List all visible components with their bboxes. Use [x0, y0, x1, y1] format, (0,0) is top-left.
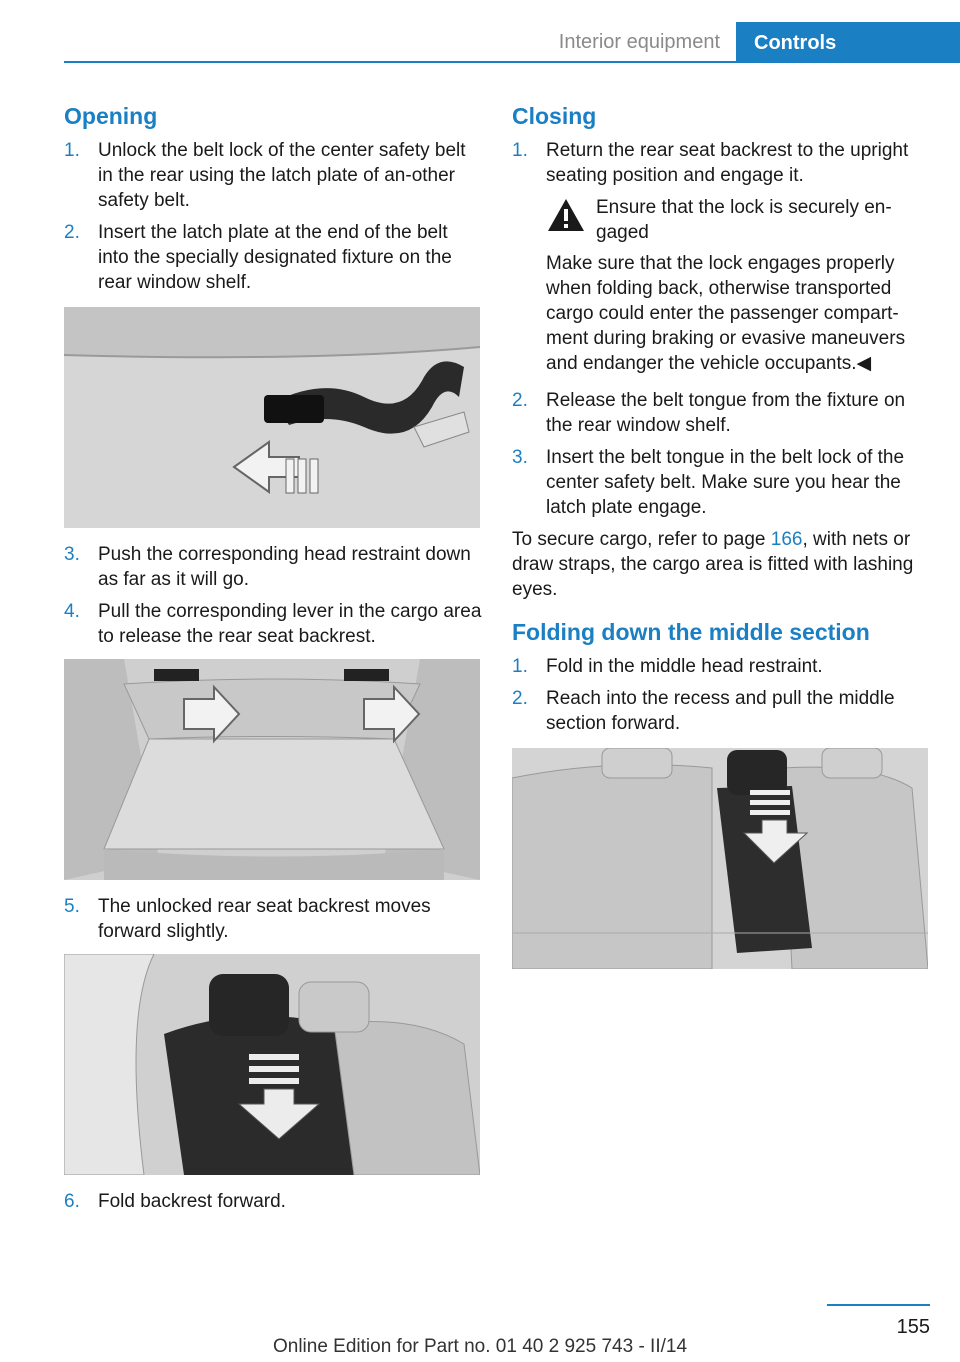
edition-footer: Online Edition for Part no. 01 40 2 925 743 - II/14 [272, 1336, 688, 1357]
cargo-text-before: To secure cargo, refer to page [512, 529, 771, 550]
cargo-text-after: , with nets or draw straps, the cargo area is fitted with lashing eyes. [512, 529, 914, 600]
step-item [64, 542, 482, 592]
step-item [512, 654, 930, 679]
left-column [64, 100, 482, 1221]
heading-opening: Opening [64, 103, 158, 129]
figure-cargo-levers [64, 659, 480, 880]
step-item [64, 599, 482, 649]
steps-folding-middle [512, 654, 930, 736]
page-number: 155 [896, 1316, 930, 1338]
step-text: Insert the belt tongue in the belt lock of the center safety belt. Make sure you hear the latch plate engage. [546, 447, 905, 518]
heading-folding-middle: Folding down the middle section [512, 619, 870, 645]
page-link-166[interactable]: 166 [770, 529, 803, 550]
step-item [64, 138, 482, 213]
warning-header [546, 195, 930, 245]
step-number: 6. [64, 1191, 80, 1212]
steps-opening-a [64, 138, 482, 295]
step-item [512, 138, 930, 188]
page-number-rule [827, 1304, 930, 1306]
step-text: Unlock the belt lock of the center safety belt in the rear using the latch plate of an‐other safety belt. [98, 140, 466, 211]
step-text: Return the rear seat backrest to the upright seating position and engage it. [546, 140, 909, 186]
figure-belt-latch [64, 307, 480, 528]
step-text: Pull the corresponding lever in the cargo area to release the rear seat backrest. [98, 601, 482, 647]
warning-triangle-icon [546, 197, 586, 240]
steps-closing-a [512, 138, 930, 188]
step-number: 5. [64, 896, 80, 917]
warning-title: Ensure that the lock is securely en‐gaged [596, 197, 892, 243]
warning-body: Make sure that the lock engages properly when folding back, otherwise transported cargo could enter the passenger compart‐ment during braking or evasive maneuvers and endanger the vehicle occupants.◀ [546, 253, 906, 374]
step-item [512, 686, 930, 736]
step-number: 2. [512, 390, 528, 411]
step-text: The unlocked rear seat backrest moves forward slightly. [98, 896, 431, 942]
step-number: 1. [512, 140, 528, 161]
cargo-paragraph [512, 527, 930, 602]
step-text: Reach into the recess and pull the middle section forward. [546, 688, 895, 734]
step-item [64, 1189, 482, 1214]
right-column [512, 100, 930, 983]
header-rule [64, 61, 960, 63]
step-text: Fold backrest forward. [98, 1191, 286, 1212]
step-number: 1. [512, 656, 528, 677]
warning-box [546, 195, 930, 376]
step-number: 3. [512, 447, 528, 468]
steps-opening-d [64, 1189, 482, 1214]
step-item [64, 894, 482, 944]
step-number: 1. [64, 140, 80, 161]
chapter-tab[interactable]: Controls [736, 22, 960, 63]
step-text: Release the belt tongue from the fixture on the rear window shelf. [546, 390, 906, 436]
steps-closing-b [512, 388, 930, 520]
step-text: Push the corresponding head restraint down as far as it will go. [98, 544, 471, 590]
step-item [512, 388, 930, 438]
page-header [0, 0, 960, 64]
steps-opening-c [64, 894, 482, 944]
heading-closing: Closing [512, 103, 597, 129]
steps-opening-b [64, 542, 482, 649]
step-text: Fold in the middle head restraint. [546, 656, 823, 677]
step-item [64, 220, 482, 295]
step-number: 3. [64, 544, 80, 565]
step-number: 2. [64, 222, 80, 243]
step-number: 4. [64, 601, 80, 622]
section-title: Interior equipment [558, 31, 720, 53]
figure-backrest-forward [64, 954, 480, 1175]
step-text: Insert the latch plate at the end of the belt into the specially designated fixture on the rear window shelf. [98, 222, 452, 293]
step-number: 2. [512, 688, 528, 709]
figure-middle-section [512, 748, 928, 969]
step-item [512, 445, 930, 520]
